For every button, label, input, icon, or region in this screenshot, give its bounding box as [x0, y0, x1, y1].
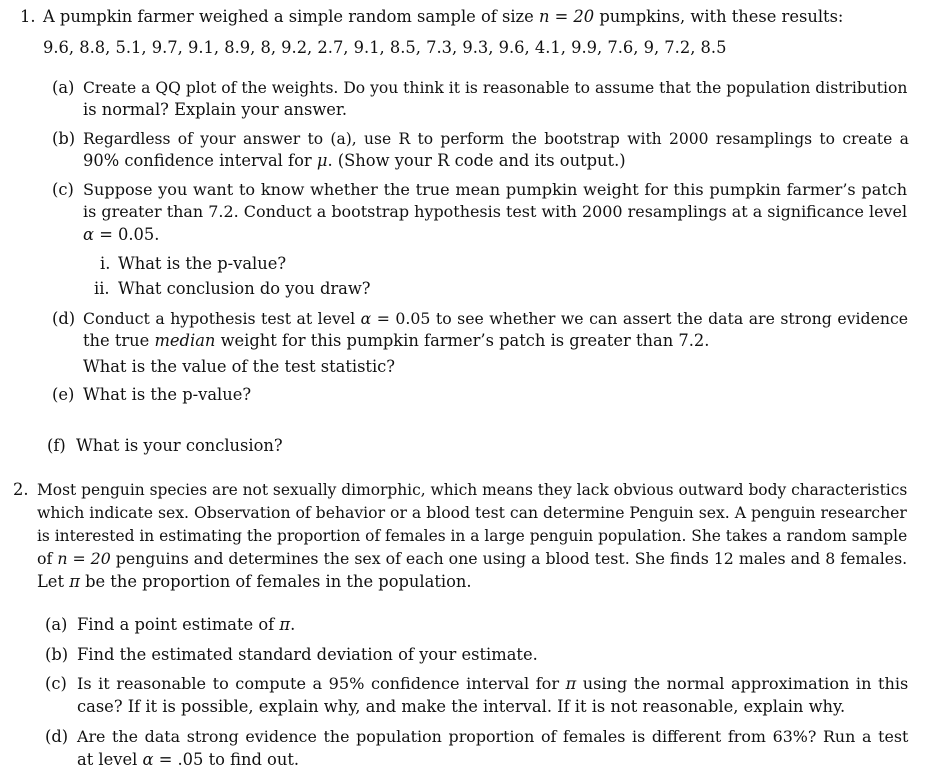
problem-1-data-values: 9.6, 8.8, 5.1, 9.7, 9.1, 8.9, 8, 9.2, 2.7, 9.1, 8.5, 7.3, 9.3, 9.6, 4.1, 9.9, 7.6, 9, 7.2, 8.5: [43, 38, 727, 57]
part-1d-line2-a: the true: [83, 331, 150, 350]
part-2c-label: (c): [45, 674, 67, 693]
part-1b-line2-a: 90% confidence interval for: [83, 151, 312, 170]
part-1d-line2-b: weight for this pumpkin farmer’s patch is greater than 7.2.: [220, 331, 710, 350]
part-1b-mu: μ: [316, 151, 328, 170]
part-1d-line2: [83, 330, 709, 353]
part-1c-label: (c): [52, 180, 74, 199]
problem-2-para-line1: Most penguin species are not sexually dimorphic, which means they lack obvious outward body characteristics: [37, 481, 908, 499]
part-2d-line2: [77, 749, 299, 772]
problem-2-number: 2.: [13, 480, 29, 499]
part-1e-label: (e): [52, 385, 75, 404]
part-2c-line1: [77, 673, 908, 696]
part-2d-line1: Are the data strong evidence the population proportion of females is different from 63%? Run a test: [77, 727, 909, 746]
part-1a-line1: Create a QQ plot of the weights. Do you think it is reasonable to assume that the population distribution: [83, 79, 908, 97]
part-1b-line2-b: . (Show your R code and its output.): [327, 151, 626, 170]
part-1f-text: What is your conclusion?: [76, 436, 283, 455]
problem-2-para-line4: [37, 548, 907, 571]
part-1d-line1-b: = 0.05 to see whether we can assert the data are strong evidence: [376, 309, 909, 328]
part-1c-line2: is greater than 7.2. Conduct a bootstrap hypothesis test with 2000 resamplings at a significance level: [83, 202, 908, 221]
problem-2-pi: π: [69, 572, 80, 591]
problem-2-line5-b: be the proportion of females in the population.: [85, 572, 472, 591]
part-2c-pi: π: [565, 674, 577, 693]
part-2d-alpha: α: [142, 750, 154, 769]
problem-2-line4-a: of: [37, 549, 53, 568]
part-1c-line3-text: = 0.05.: [99, 225, 160, 244]
part-1d-line1: [83, 308, 908, 331]
part-1f-label: (f): [47, 436, 66, 455]
part-2d-line2-b: = .05 to find out.: [158, 750, 300, 769]
part-2d-line2-a: at level: [77, 750, 138, 769]
problem-1-intro-math: n = 20: [538, 7, 595, 26]
part-1c-i-text: What is the p-value?: [118, 254, 287, 273]
part-1d-median: median: [154, 331, 216, 350]
problem-2-para-line5: [37, 571, 472, 594]
problem-2-para-line3: is interested in estimating the proportion of females in a large penguin population. She takes a random sample: [37, 527, 908, 545]
part-2b-text: Find the estimated standard deviation of your estimate.: [77, 645, 538, 664]
problem-2-line4-math: n = 20: [57, 549, 111, 568]
part-1c-alpha: α: [83, 225, 94, 244]
part-2a-text: [77, 614, 295, 637]
problem-1-intro-text: A pumpkin farmer weighed a simple random sample of size: [43, 7, 534, 26]
part-1c-ii-text: What conclusion do you draw?: [118, 279, 371, 298]
problem-2-line5-a: Let: [37, 572, 64, 591]
part-2b-label: (b): [45, 645, 69, 664]
part-2a-end: .: [290, 615, 296, 634]
part-1c-ii-label: ii.: [94, 279, 110, 298]
part-2a-text-main: Find a point estimate of: [77, 615, 275, 634]
part-1b-line2: [83, 150, 626, 173]
part-1e-text: What is the p-value?: [83, 385, 252, 404]
problem-1-intro-end: pumpkins, with these results:: [599, 7, 844, 26]
part-1d-label: (d): [52, 309, 76, 328]
part-2a-pi: π: [279, 615, 291, 634]
problem-2-line4-b: penguins and determines the sex of each one using a blood test. She finds 12 males and 8 females.: [115, 549, 908, 568]
part-1d-line3: What is the value of the test statistic?: [83, 357, 396, 376]
problem-1-intro: [43, 6, 843, 29]
part-1b-label: (b): [52, 129, 76, 148]
problem-2-para-line2: which indicate sex. Observation of behavior or a blood test can determine Penguin sex. A penguin researcher: [37, 503, 907, 522]
part-2c-line1-a: Is it reasonable to compute a 95% confidence interval for: [77, 674, 560, 693]
part-1c-i-label: i.: [100, 254, 111, 273]
part-1c-line3: [83, 224, 159, 247]
part-2a-label: (a): [45, 615, 68, 634]
problem-1-number: 1.: [20, 7, 36, 26]
part-1c-line1: Suppose you want to know whether the true mean pumpkin weight for this pumpkin farmer’s patch: [83, 180, 908, 199]
part-1d-line1-a: Conduct a hypothesis test at level: [83, 309, 356, 328]
part-2d-label: (d): [45, 727, 69, 746]
part-2c-line2: case? If it is possible, explain why, and make the interval. If it is not reasonable, explain why.: [77, 697, 846, 716]
part-1b-line1: Regardless of your answer to (a), use R to perform the bootstrap with 2000 resamplings to create a: [83, 130, 909, 148]
part-1a-label: (a): [52, 78, 75, 97]
part-2c-line1-b: using the normal approximation in this: [582, 674, 909, 693]
part-1d-alpha: α: [360, 309, 372, 328]
part-1a-line2: is normal? Explain your answer.: [83, 100, 348, 119]
